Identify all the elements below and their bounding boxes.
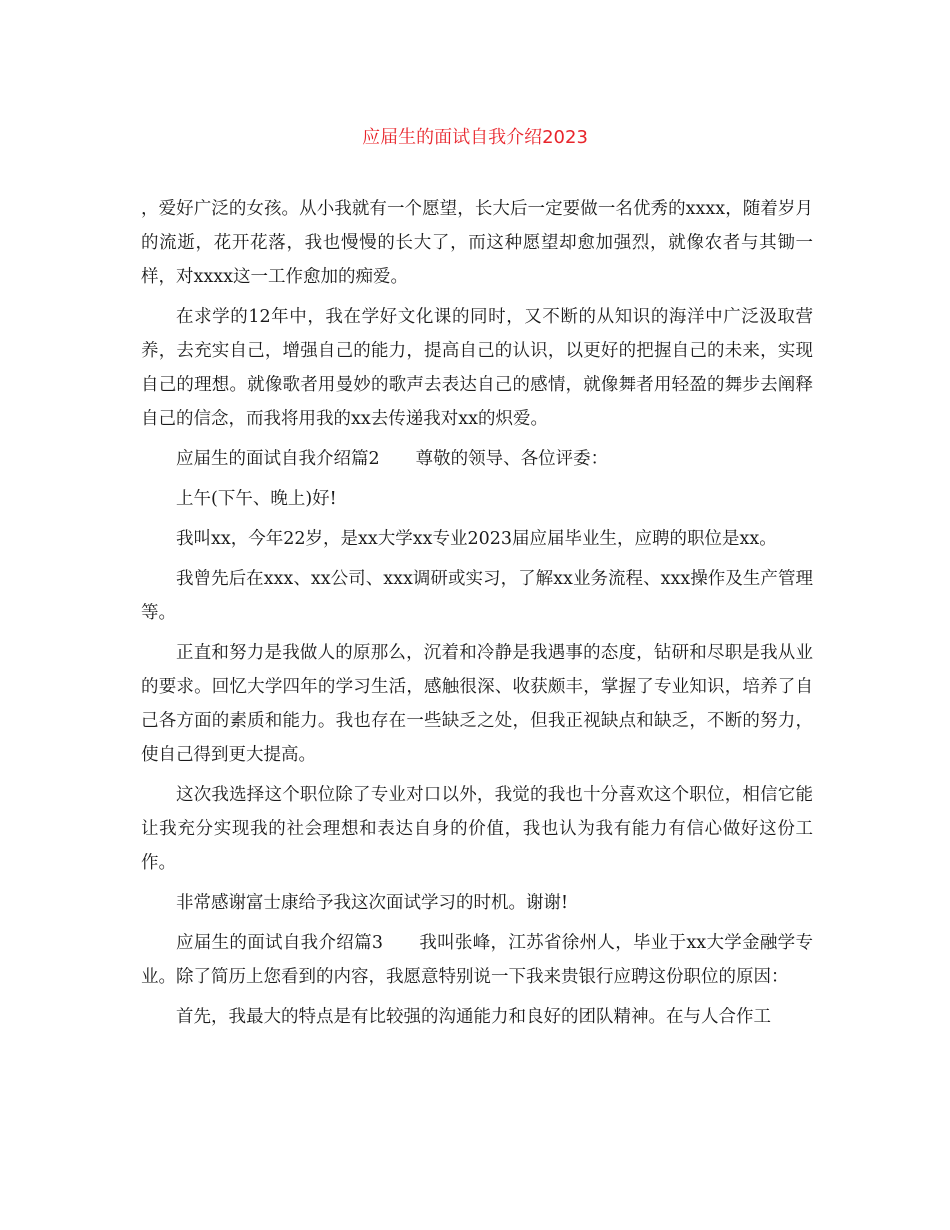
- section2-line: [141, 442, 813, 476]
- paragraph-strength: 首先，我最大的特点是有比较强的沟通能力和良好的团队精神。在与人合作工: [176, 1007, 771, 1027]
- section3-intro: 我叫张峰，江苏省徐州人，毕业于xx大学金融学专业。除了简历上您看到的内容，我愿意特别说一下我来贵银行应聘这份职位的原因：: [141, 933, 813, 987]
- paragraph-thanks: 非常感谢富士康给予我这次面试学习的时机。谢谢!: [176, 893, 569, 913]
- paragraph-intro: ，爱好广泛的女孩。从小我就有一个愿望，长大后一定要做一名优秀的xxxx，随着岁月的流逝，花开花落，我也慢慢的长大了，而这种愿望却愈加强烈，就像农者与其锄一样，对xxxx这一工作愈加的痴爱。: [141, 199, 813, 287]
- section2-greeting: 尊敬的领导、各位评委：: [415, 449, 609, 469]
- paragraph-greeting: 上午(下午、晚上)好!: [176, 489, 337, 509]
- section3-heading: 应届生的面试自我介绍篇3: [176, 933, 384, 953]
- document-title: 应届生的面试自我介绍2023: [362, 127, 588, 148]
- paragraph-name: 我叫xx，今年22岁，是xx大学xx专业2023届应届毕业生，应聘的职位是xx。: [176, 529, 777, 549]
- section3-line: [141, 926, 813, 994]
- paragraph-character: 正直和努力是我做人的原那么，沉着和冷静是我遇事的态度，钻研和尽职是我从业的要求。回忆大学四年的学习生活，感触很深、收获颇丰，掌握了专业知识，培养了自己各方面的素质和能力。我也存在一些缺乏之处，但我正视缺点和缺乏，不断的努力，使自己得到更大提高。: [141, 643, 813, 765]
- paragraph-study: 在求学的12年中，我在学好文化课的同时，又不断的从知识的海洋中广泛汲取营养，去充实自己，增强自己的能力，提高自己的认识，以更好的把握自己的未来，实现自己的理想。就像歌者用曼妙的歌声去表达自己的感情，就像舞者用轻盈的舞步去阐释自己的信念，而我将用我的xx去传递我对xx的炽爱。: [141, 307, 813, 429]
- document-body: [141, 192, 813, 1040]
- section2-heading: 应届生的面试自我介绍篇2: [176, 449, 380, 469]
- paragraph-experience: 我曾先后在xxx、xx公司、xxx调研或实习，了解xx业务流程、xxx操作及生产管理等。: [141, 569, 813, 623]
- paragraph-choice: 这次我选择这个职位除了专业对口以外，我觉的我也十分喜欢这个职位，相信它能让我充分实现我的社会理想和表达自身的价值，我也认为我有能力有信心做好这份工作。: [141, 785, 813, 873]
